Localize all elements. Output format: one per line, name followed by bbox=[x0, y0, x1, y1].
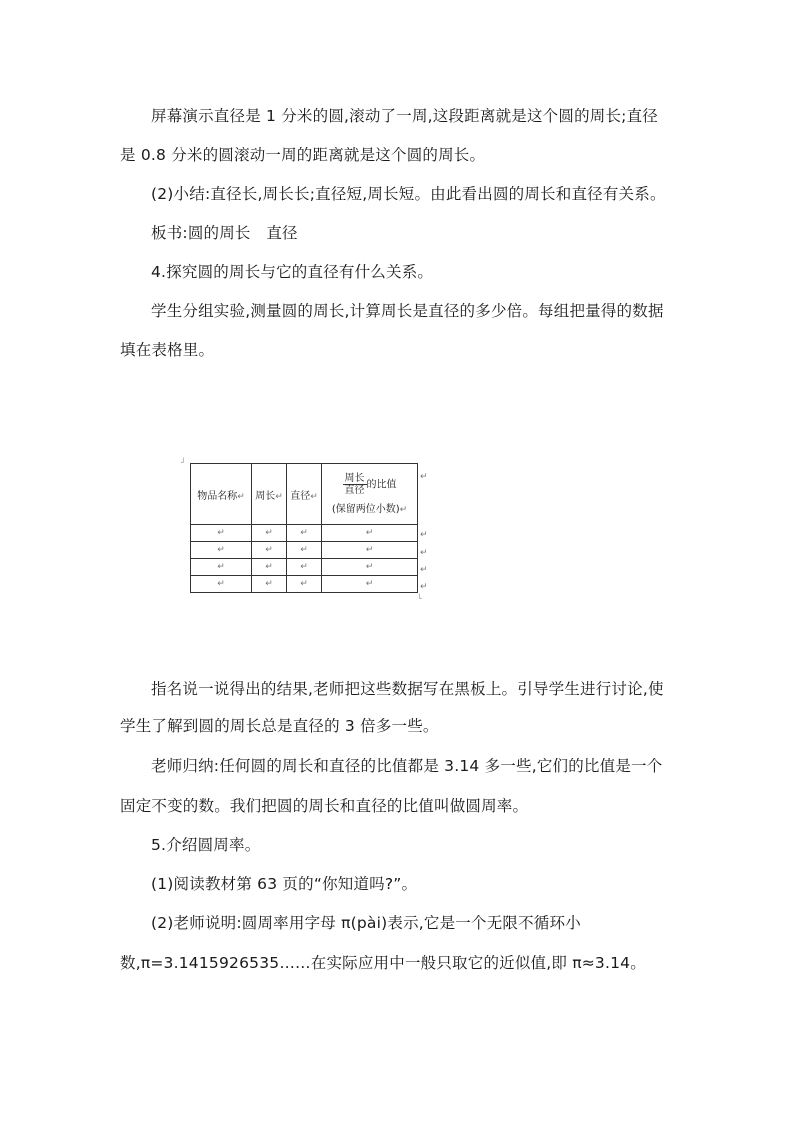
row-end-mark: ↵ bbox=[420, 530, 428, 540]
table-cell: ↵ bbox=[322, 525, 418, 542]
row-end-mark: ↵ bbox=[420, 548, 428, 558]
section-heading: 5.介绍圆周率。 bbox=[151, 836, 261, 854]
table-anchor-mark: ┘ bbox=[181, 458, 186, 467]
paragraph-line: 指名说一说得出的结果,老师把这些数据写在黑板上。引导学生进行讨论,使 bbox=[151, 680, 664, 698]
paragraph-line: (2)老师说明:圆周率用字母 π(pài)表示,它是一个无限不循环小 bbox=[151, 914, 581, 932]
row-end-mark: ↵ bbox=[420, 582, 428, 592]
table-cell: ↵ bbox=[287, 576, 322, 593]
header-diameter: 直径↵ bbox=[287, 464, 322, 525]
table-cell: ↵ bbox=[252, 542, 287, 559]
paragraph-line: 固定不变的数。我们把圆的周长和直径的比值叫做圆周率。 bbox=[120, 797, 529, 815]
table-cell: ↵ bbox=[322, 576, 418, 593]
table-cell: ↵ bbox=[252, 576, 287, 593]
table-cell: ↵ bbox=[252, 525, 287, 542]
table-cell: ↵ bbox=[287, 525, 322, 542]
data-table bbox=[190, 463, 418, 593]
table-end-mark: └ bbox=[417, 594, 422, 603]
table-cell: ↵ bbox=[322, 559, 418, 576]
header-item-name: 物品名称↵ bbox=[191, 464, 252, 525]
table-cell: ↵ bbox=[191, 576, 252, 593]
paragraph-line: (2)小结:直径长,周长长;直径短,周长短。由此看出圆的周长和直径有关系。 bbox=[151, 185, 666, 203]
paragraph-line: 板书:圆的周长 直径 bbox=[151, 224, 298, 242]
table-cell: ↵ bbox=[252, 559, 287, 576]
ratio-fraction: $\frac{\text{周长}}{\text{直径}}$ bbox=[344, 473, 365, 496]
table-row bbox=[191, 525, 418, 542]
paragraph-line: 学生分组实验,测量圆的周长,计算周长是直径的多少倍。每组把量得的数据 bbox=[151, 302, 664, 320]
table-cell: ↵ bbox=[191, 559, 252, 576]
paragraph-line: 数,π=3.1415926535……在实际应用中一般只取它的近似值,即 π≈3.14。 bbox=[120, 954, 646, 972]
table-header-row bbox=[191, 464, 418, 525]
row-end-mark: ↵ bbox=[420, 565, 428, 575]
table-cell: ↵ bbox=[191, 542, 252, 559]
paragraph-line: 屏幕演示直径是 1 分米的圆,滚动了一周,这段距离就是这个圆的周长;直径 bbox=[151, 107, 658, 125]
table-cell: ↵ bbox=[322, 542, 418, 559]
table-row bbox=[191, 542, 418, 559]
table-cell: ↵ bbox=[287, 542, 322, 559]
header-ratio: $\frac{\text{周长}}{\text{直径}}$ 的比值 (保留两位小数)↵ bbox=[322, 464, 418, 525]
paragraph-line: 学生了解到圆的周长总是直径的 3 倍多一些。 bbox=[120, 717, 439, 735]
table-row bbox=[191, 559, 418, 576]
row-end-mark: ↵ bbox=[420, 472, 428, 482]
table-row bbox=[191, 576, 418, 593]
paragraph-line: 填在表格里。 bbox=[120, 341, 215, 359]
header-circumference: 周长↵ bbox=[252, 464, 287, 525]
paragraph-line: 老师归纳:任何圆的周长和直径的比值都是 3.14 多一些,它们的比值是一个 bbox=[151, 757, 663, 775]
section-heading: 4.探究圆的周长与它的直径有什么关系。 bbox=[151, 263, 434, 281]
table-cell: ↵ bbox=[287, 559, 322, 576]
paragraph-line: 是 0.8 分米的圆滚动一周的距离就是这个圆的周长。 bbox=[120, 146, 486, 164]
paragraph-line: (1)阅读教材第 63 页的“你知道吗?”。 bbox=[151, 875, 418, 893]
table-cell: ↵ bbox=[191, 525, 252, 542]
